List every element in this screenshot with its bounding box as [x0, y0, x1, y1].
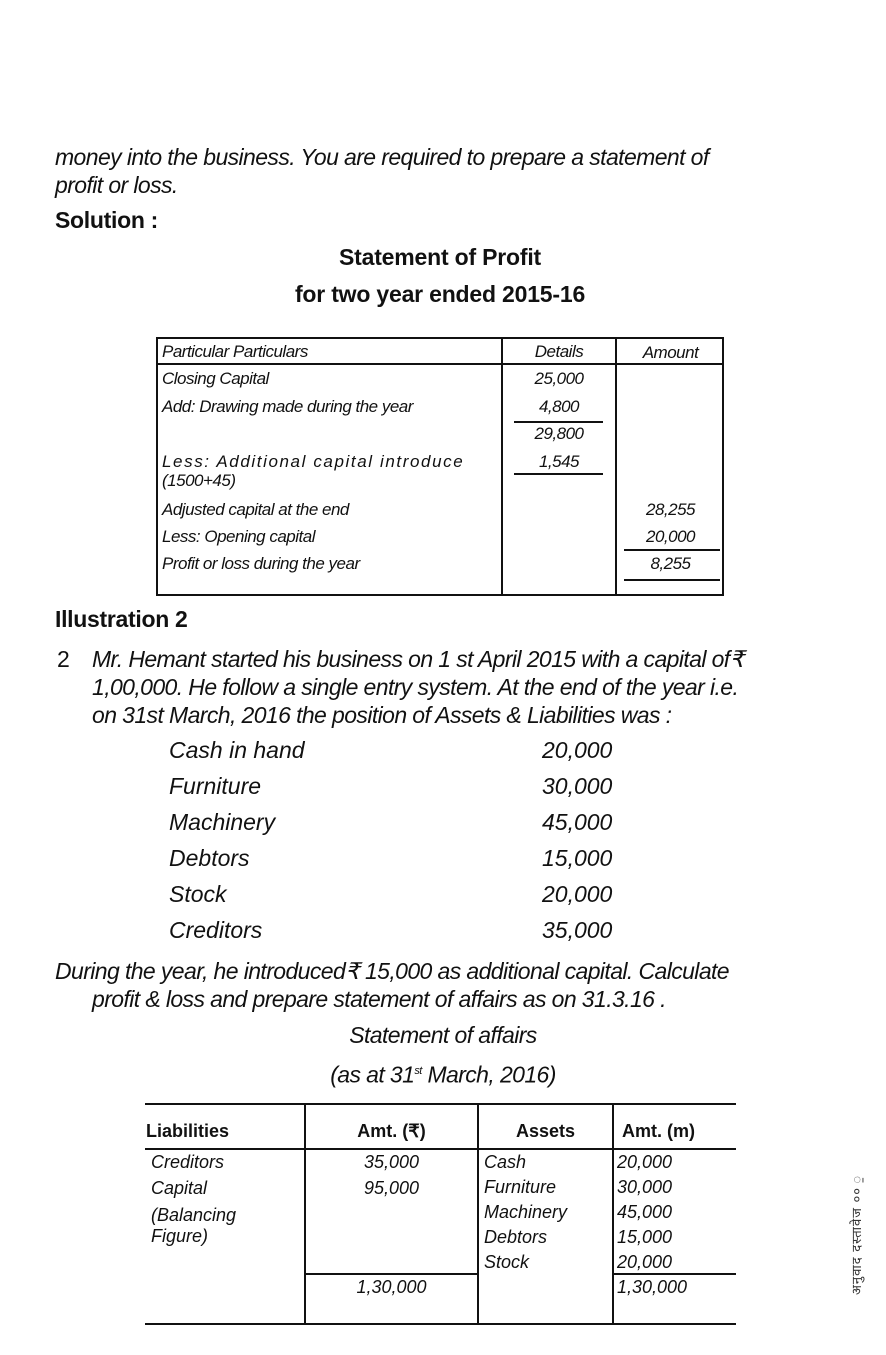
list-item-label: Cash in hand	[169, 737, 305, 763]
illustration-heading: Illustration 2	[55, 606, 188, 632]
table-bottom-border	[145, 1323, 736, 1325]
intro-text-line-1: money into the business. You are required to prepare a statement of	[55, 144, 709, 170]
row-particular: Less: Opening capital	[162, 527, 315, 546]
list-item-label: Stock	[169, 881, 227, 907]
list-item-value: 20,000	[542, 881, 613, 907]
list-item-label: Creditors	[169, 917, 263, 943]
list-item-label: Machinery	[169, 809, 276, 835]
asset-amount: 20,000	[617, 1252, 673, 1272]
row-particular-continued: (1500+45)	[162, 471, 236, 490]
illustration-text-line-3: on 31st March, 2016 the position of Assets & Liabilities was :	[92, 702, 672, 728]
list-item-value: 45,000	[542, 809, 613, 835]
header-divider	[158, 363, 722, 365]
row-details: 29,800	[534, 424, 584, 443]
margin-watermark-text: अनुवाद दस्तावेज ०० ॒	[849, 1174, 864, 1295]
header-liabilities: Liabilities	[146, 1121, 230, 1141]
subtotal-underline	[514, 473, 603, 475]
header-assets-amount: Amt. (m)	[622, 1121, 695, 1141]
asset-label: Furniture	[484, 1177, 557, 1197]
statement-profit-subtitle: for two year ended 2015-16	[294, 281, 586, 307]
list-item-value: 35,000	[542, 917, 613, 943]
asset-amount: 30,000	[617, 1177, 673, 1197]
row-details: 1,545	[538, 452, 580, 471]
table-top-border	[145, 1103, 736, 1105]
total-underline	[624, 549, 720, 551]
row-amount: 20,000	[646, 527, 695, 546]
list-item-label: Debtors	[169, 845, 250, 871]
assets-total: 1,30,000	[617, 1277, 688, 1297]
asset-label: Machinery	[484, 1202, 568, 1222]
header-liabilities-amount: Amt. (₹)	[357, 1121, 426, 1141]
statement-affairs-subtitle	[0, 1057, 886, 1089]
row-particular: Less: Additional capital introduce	[162, 452, 465, 471]
liability-label: Capital	[151, 1178, 208, 1198]
row-particular: Profit or loss during the year	[162, 554, 360, 573]
intro-text-line-2: profit or loss.	[55, 172, 178, 198]
statement-profit-title: Statement of Profit	[339, 244, 541, 270]
liability-label: Figure)	[151, 1226, 209, 1246]
column-divider	[612, 1103, 614, 1325]
header-divider	[145, 1148, 736, 1150]
row-details: 25,000	[534, 369, 584, 388]
liability-label: Creditors	[151, 1152, 225, 1172]
row-particular: Adjusted capital at the end	[162, 500, 349, 519]
asset-label: Cash	[484, 1152, 527, 1172]
total-underline	[624, 579, 720, 581]
subtotal-underline	[514, 421, 603, 423]
asset-label: Debtors	[484, 1227, 548, 1247]
row-details: 4,800	[538, 397, 580, 416]
statement-affairs-title: Statement of affairs	[349, 1022, 537, 1048]
header-assets: Assets	[515, 1121, 576, 1141]
list-item-value: 15,000	[542, 845, 613, 871]
statement-of-profit-table	[156, 337, 724, 596]
row-amount: 8,255	[650, 554, 691, 573]
row-particular: Add: Drawing made during the year	[162, 397, 413, 416]
liability-amount: 95,000	[363, 1178, 420, 1198]
column-header-details: Details	[534, 342, 584, 361]
asset-label: Stock	[484, 1252, 530, 1272]
row-amount: 28,255	[646, 500, 695, 519]
illustration-text-line-2: 1,00,000. He follow a single entry system. At the end of the year i.e.	[92, 674, 739, 700]
column-header-amount: Amount	[642, 343, 699, 362]
column-header-particulars: Particular Particulars	[162, 342, 308, 361]
assets-total-line	[612, 1273, 736, 1275]
subtitle-suffix: March, 2016)	[421, 1061, 556, 1088]
solution-heading: Solution :	[55, 207, 159, 233]
asset-amount: 45,000	[617, 1202, 673, 1222]
additional-capital-text-line-2: profit & loss and prepare statement of affairs as on 31.3.16 .	[92, 986, 666, 1012]
liability-label: (Balancing	[151, 1205, 237, 1225]
illustration-text-line-1: Mr. Hemant started his business on 1 st April 2015 with a capital of₹	[92, 646, 744, 672]
asset-amount: 20,000	[617, 1152, 673, 1172]
liabilities-total: 1,30,000	[356, 1277, 427, 1297]
subtitle-prefix: (as at 31	[330, 1061, 415, 1088]
row-particular: Closing Capital	[162, 369, 269, 388]
liabilities-total-line	[304, 1273, 479, 1275]
liability-amount: 35,000	[363, 1152, 420, 1172]
subtitle-superscript: st	[414, 1065, 422, 1077]
list-item-value: 20,000	[542, 737, 613, 763]
list-item-value: 30,000	[542, 773, 613, 799]
illustration-number: 2	[57, 646, 70, 672]
asset-amount: 15,000	[617, 1227, 673, 1247]
list-item-label: Furniture	[169, 773, 262, 799]
additional-capital-text-line-1: During the year, he introduced₹ 15,000 as additional capital. Calculate	[55, 958, 729, 984]
